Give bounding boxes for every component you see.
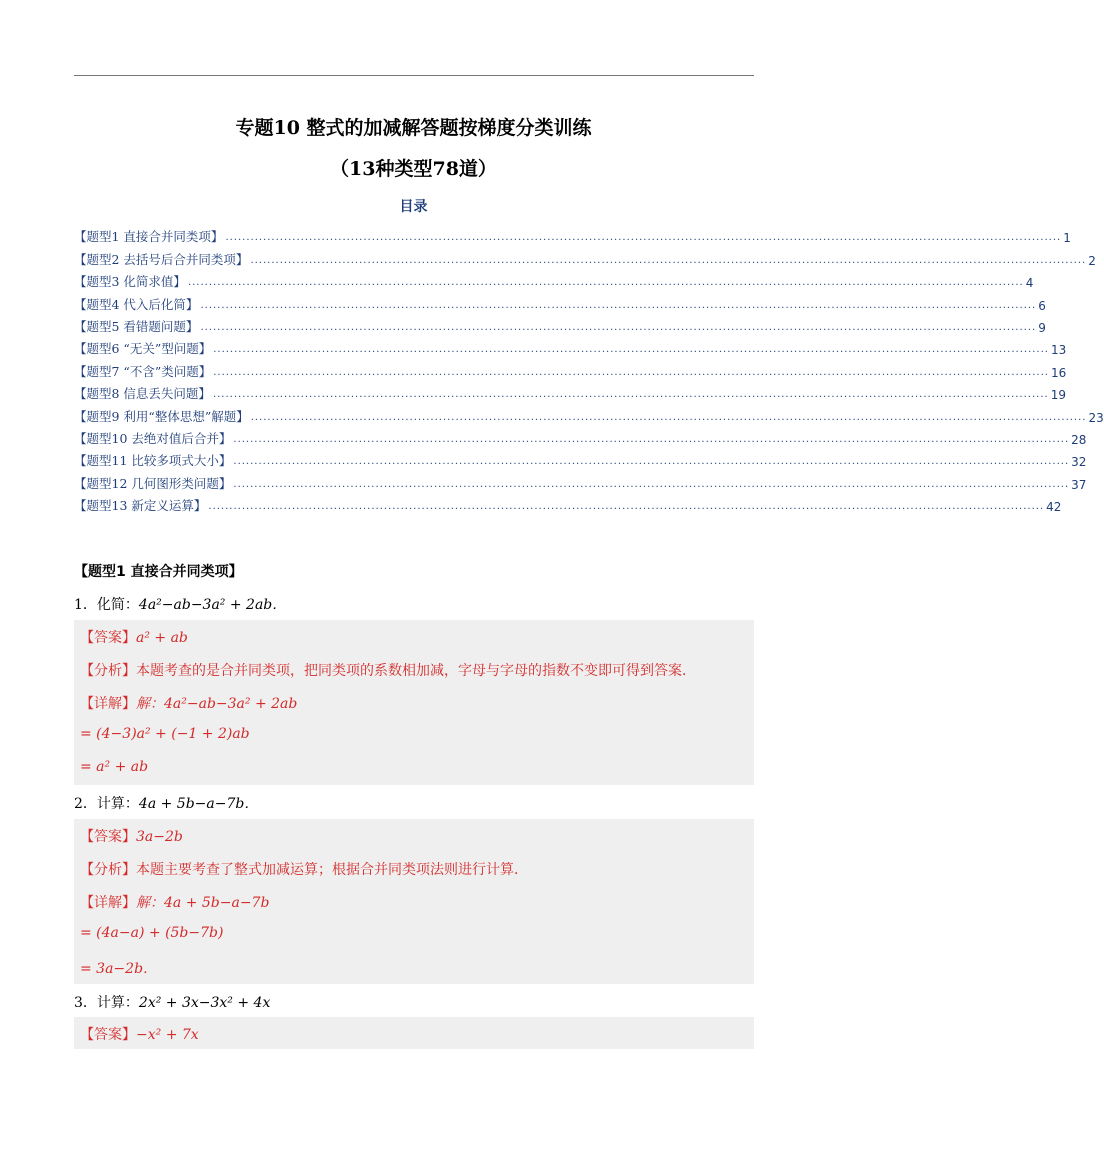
analysis-line: 【分析】本题主要考查了整式加减运算；根据合并同类项法则进行计算． <box>80 862 528 878</box>
detail-line: = 3a−2b． <box>80 961 158 977</box>
answer-block-1 <box>74 620 754 785</box>
section-heading: 【题型1 直接合并同类项】 <box>74 564 243 580</box>
answer-block-2 <box>74 819 754 984</box>
toc-entry[interactable]: 【题型12 几何图形类问题】 ........................................................................................................................................................................................................ 37 <box>74 475 1087 492</box>
document-title: 专题10 整式的加减解答题按梯度分类训练 <box>235 117 592 139</box>
toc-entry[interactable]: 【题型13 新定义运算】 ........................................................................................................................................................................................................ 42 <box>74 498 1062 515</box>
toc-entry[interactable]: 【题型6 “无关”型问题】 ........................................................................................................................................................................................................ 13 <box>74 341 1067 358</box>
toc-entry[interactable]: 【题型4 代入后化简】 ........................................................................................................................................................................................................ 6 <box>74 296 1046 313</box>
toc-entry[interactable]: 【题型7 “不含”类问题】 ........................................................................................................................................................................................................ 16 <box>74 363 1067 380</box>
toc-entry[interactable]: 【题型9 利用“整体思想”解题】 ........................................................................................................................................................................................................ 23 <box>74 408 1104 425</box>
answer-block-3 <box>74 1017 754 1049</box>
document-subtitle: （13种类型78道） <box>330 158 497 180</box>
toc-entry[interactable]: 【题型1 直接合并同类项】 ........................................................................................................................................................................................................ 1 <box>74 229 1071 246</box>
detail-line: = (4−3)a² + (−1 + 2)ab <box>80 726 250 742</box>
toc-entry[interactable]: 【题型5 看错题问题】 ........................................................................................................................................................................................................ 9 <box>74 318 1046 335</box>
detail-line: = (4a−a) + (5b−7b) <box>80 925 224 941</box>
toc-entry[interactable]: 【题型2 去括号后合并同类项】 ........................................................................................................................................................................................................ 2 <box>74 251 1096 268</box>
toc-entry[interactable]: 【题型3 化简求值】 ........................................................................................................................................................................................................ 4 <box>74 274 1034 291</box>
header-rule <box>74 75 754 76</box>
analysis-line: 【分析】本题考查的是合并同类项，把同类项的系数相加减，字母与字母的指数不变即可得到答案． <box>80 663 696 679</box>
answer-line: 【答案】−x² + 7x <box>80 1027 199 1043</box>
toc-entry[interactable]: 【题型8 信息丢失问题】 ........................................................................................................................................................................................................ 19 <box>74 386 1066 403</box>
question-2: 2．计算：4a + 5b−a−7b． <box>74 796 259 812</box>
toc-entry[interactable]: 【题型10 去绝对值后合并】 ........................................................................................................................................................................................................ 28 <box>74 430 1087 447</box>
question-3: 3．计算：2x² + 3x−3x² + 4x <box>74 995 271 1011</box>
table-of-contents <box>74 223 1104 515</box>
toc-entry[interactable]: 【题型11 比较多项式大小】 ........................................................................................................................................................................................................ 32 <box>74 453 1087 470</box>
detail-line: = a² + ab <box>80 759 149 775</box>
question-1: 1．化简：4a²−ab−3a² + 2ab． <box>74 597 287 613</box>
answer-line: 【答案】a² + ab <box>80 630 188 646</box>
detail-line: 【详解】解：4a²−ab−3a² + 2ab <box>80 696 298 712</box>
detail-line: 【详解】解：4a + 5b−a−7b <box>80 895 270 911</box>
toc-heading: 目录 <box>399 199 428 215</box>
answer-line: 【答案】3a−2b <box>80 829 183 845</box>
